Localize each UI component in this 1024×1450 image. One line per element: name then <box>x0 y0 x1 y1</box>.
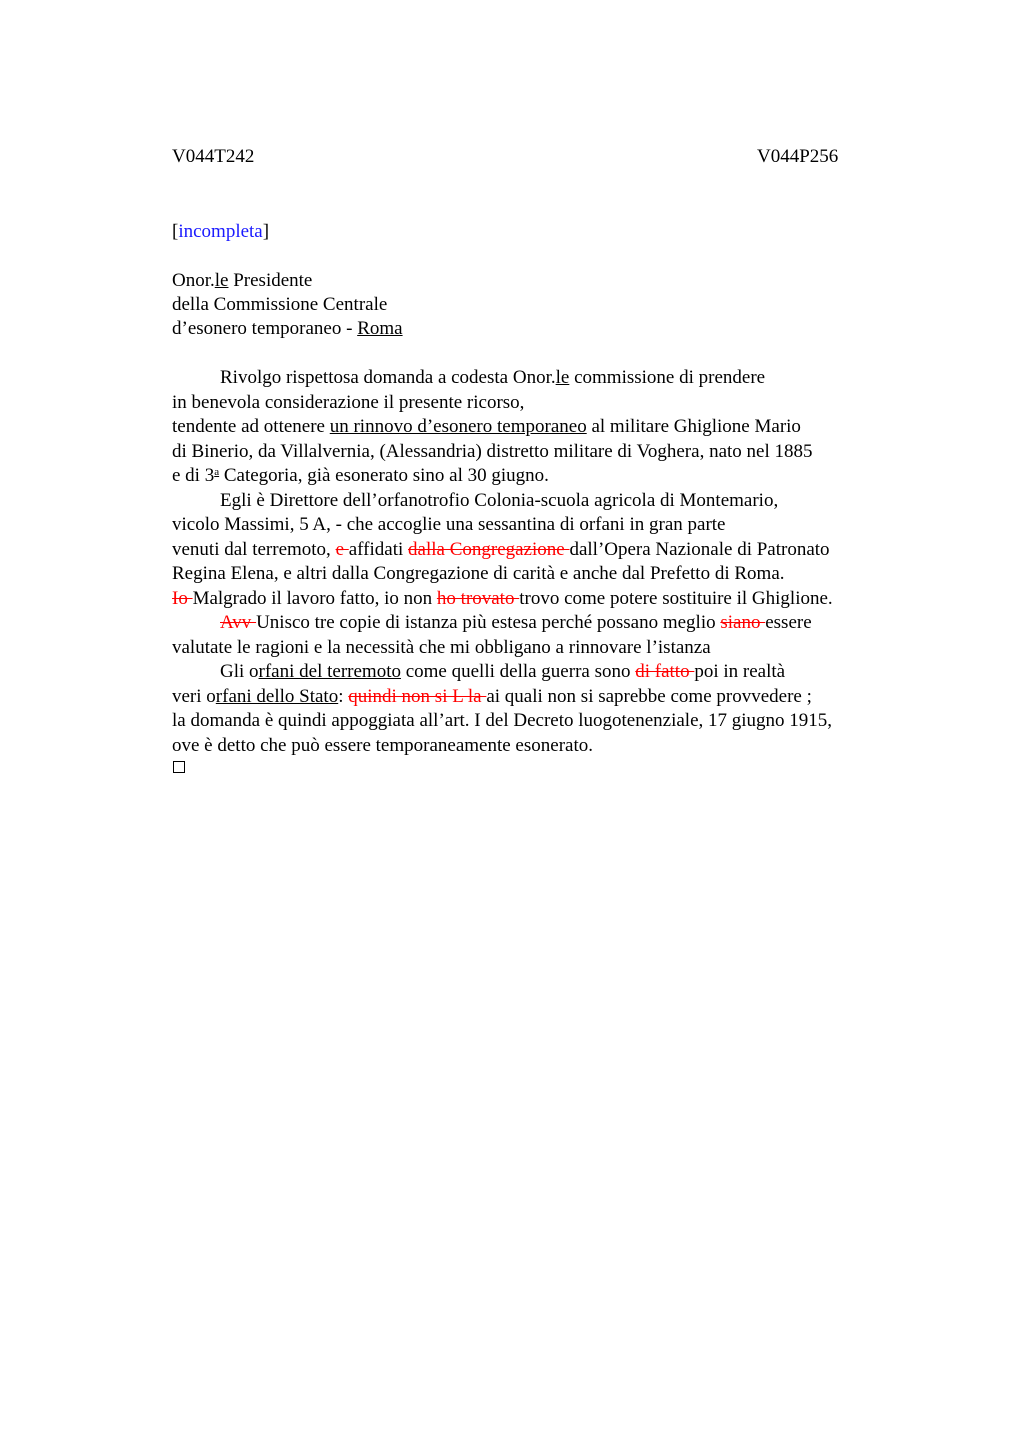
text-line: vicolo Massimi, 5 A, - che accoglie una sessantina di orfani in gran parte <box>172 514 726 535</box>
deleted-text: ho trovato <box>436 588 520 609</box>
deleted-text: siano <box>720 612 766 633</box>
addressee-line: della Commissione Centrale <box>172 294 388 315</box>
text-line: Avv Unisco tre copie di istanza più estesa perché possano meglio siano essere <box>220 612 812 633</box>
addressee-line: d’esonero temporaneo - Roma <box>172 318 403 339</box>
text-line: in benevola considerazione il presente ricorso, <box>172 392 525 413</box>
text-line: di Binerio, da Villalvernia, (Alessandria) distretto militare di Voghera, nato nel 1885 <box>172 441 813 462</box>
text-line: venuti dal terremoto, e affidati dalla Congregazione dall’Opera Nazionale di Patronato <box>172 539 830 560</box>
deleted-text: e <box>335 539 349 560</box>
status-note: [incompleta] <box>172 221 270 242</box>
deleted-text: quindi non si L la <box>348 686 487 707</box>
addressee-line: Onor.le Presidente <box>172 270 313 291</box>
text-line: Rivolgo rispettosa domanda a codesta Onor.le commissione di prendere <box>220 367 766 388</box>
text-line: ove è detto che può essere temporaneamente esonerato. <box>172 735 593 756</box>
text-line: Io Malgrado il lavoro fatto, io non ho trovato trovo come potere sostituire il Ghiglione. <box>172 588 833 609</box>
deleted-text: Io <box>172 588 193 609</box>
text-line: valutate le ragioni e la necessità che mi obbligano a rinnovare l’istanza <box>172 637 711 658</box>
document-code-right: V044P256 <box>757 146 839 167</box>
text-line: veri orfani dello Stato: quindi non si L la ai quali non si saprebbe come provvedere ; <box>172 686 812 707</box>
deleted-text: di fatto <box>635 661 695 682</box>
document-code-left: V044T242 <box>172 146 255 167</box>
deleted-text: dalla Congregazione <box>408 539 570 560</box>
square-outline-icon <box>173 761 185 773</box>
status-label: incompleta <box>178 221 263 242</box>
text-line: Regina Elena, e altri dalla Congregazione di carità e anche dal Prefetto di Roma. <box>172 563 785 584</box>
text-line: Gli orfani del terremoto come quelli della guerra sono di fatto poi in realtà <box>220 661 786 682</box>
text-line: tendente ad ottenere un rinnovo d’esonero temporaneo al militare Ghiglione Mario <box>172 416 801 437</box>
text-line: e di 3$^a$ Categoria, già esonerato sino al 30 giugno. <box>172 465 549 486</box>
deleted-text: Avv <box>220 612 257 633</box>
text-line: Egli è Direttore dell’orfanotrofio Colonia-scuola agricola di Montemario, <box>220 490 779 511</box>
text-line: la domanda è quindi appoggiata all’art. I del Decreto luogotenenziale, 17 giugno 1915, <box>172 710 833 731</box>
